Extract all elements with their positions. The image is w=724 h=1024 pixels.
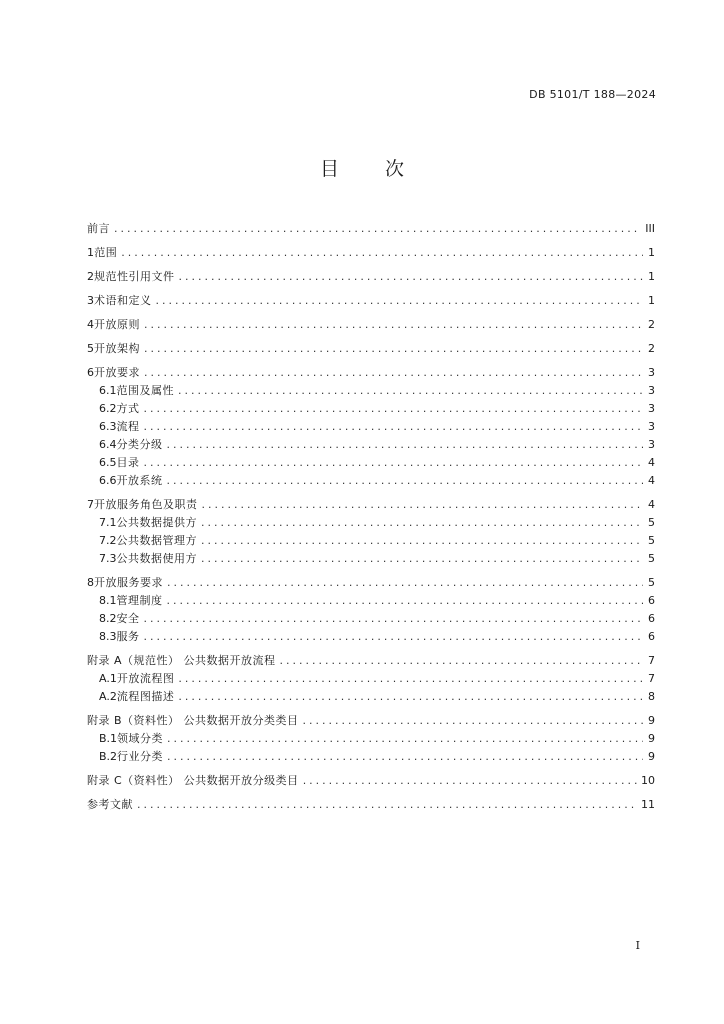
toc-entry-number: 8.1 [99, 594, 117, 607]
toc-entry-number: 8 [87, 576, 94, 589]
toc-entry-label: 附录 B（资料性） 公共数据开放分类类目 [87, 714, 299, 727]
dot-leader [303, 772, 637, 790]
dot-leader [137, 796, 637, 814]
toc-entry-number: 6.6 [99, 474, 117, 487]
toc-entry-page: 11 [641, 798, 655, 811]
toc-entry-page: 3 [648, 402, 655, 415]
toc-entry-label: 前言 [87, 222, 110, 235]
toc-entry-page: 5 [648, 552, 655, 565]
dot-leader [144, 610, 644, 628]
toc-entry[interactable] [87, 532, 655, 550]
dot-leader [121, 244, 643, 262]
dot-leader [178, 382, 643, 400]
toc-entry-page: III [645, 222, 655, 235]
dot-leader [167, 592, 644, 610]
toc-entry[interactable] [87, 688, 655, 706]
dot-leader [179, 268, 644, 286]
toc-entry-label: 管理制度 [116, 594, 163, 607]
toc-entry[interactable] [87, 592, 655, 610]
toc-entry-label: 开放架构 [94, 342, 140, 355]
toc-entry-number: 6.1 [99, 384, 117, 397]
toc-entry-number: 8.3 [99, 630, 117, 643]
dot-leader [178, 688, 643, 706]
toc-entry[interactable] [87, 772, 655, 790]
toc-entry[interactable] [87, 316, 655, 334]
toc-entry-label: 开放要求 [94, 366, 140, 379]
toc-entry-page: 3 [648, 384, 655, 397]
dot-leader [303, 712, 643, 730]
dot-leader [202, 496, 644, 514]
toc-entry[interactable] [87, 220, 655, 238]
toc-entry-number: 4 [87, 318, 94, 331]
page-title: 目 次 [319, 158, 425, 180]
toc-entry[interactable] [87, 340, 655, 358]
toc-entry-number: 6.3 [99, 420, 117, 433]
toc-entry-label: 开放原则 [94, 318, 140, 331]
toc-entry-label: 公共数据管理方 [116, 534, 197, 547]
toc-entry-number: 7 [87, 498, 94, 511]
toc-entry-label: 公共数据使用方 [116, 552, 197, 565]
toc-entry[interactable] [87, 472, 655, 490]
toc-entry-page: 3 [648, 438, 655, 451]
dot-leader [167, 730, 643, 748]
toc-entry-page: 1 [648, 270, 655, 283]
toc-entry[interactable] [87, 628, 655, 646]
toc-entry-label: 方式 [116, 402, 140, 415]
toc-entry-page: 7 [648, 672, 655, 685]
toc-entry-label: 术语和定义 [94, 294, 152, 307]
dot-leader [167, 574, 643, 592]
dot-leader [201, 550, 643, 568]
dot-leader [144, 418, 644, 436]
toc-entry[interactable] [87, 514, 655, 532]
toc-entry[interactable] [87, 496, 655, 514]
toc-entry-page: 6 [648, 594, 655, 607]
toc-entry-label: 分类分级 [116, 438, 163, 451]
dot-leader [178, 670, 643, 688]
toc-entry-label: 附录 C（资料性） 公共数据开放分级类目 [87, 774, 299, 787]
toc-entry-number: 1 [87, 246, 94, 259]
toc-entry[interactable] [87, 268, 655, 286]
toc-entry-page: 2 [648, 342, 655, 355]
toc-entry-label: 服务 [116, 630, 140, 643]
toc-entry-page: 6 [648, 612, 655, 625]
toc-entry-number: 6.5 [99, 456, 117, 469]
dot-leader [167, 472, 644, 490]
toc-entry-page: 2 [648, 318, 655, 331]
toc-entry[interactable] [87, 610, 655, 628]
toc-entry-page: 9 [648, 750, 655, 763]
toc-entry[interactable] [87, 712, 655, 730]
dot-leader [280, 652, 643, 670]
toc-entry-label: 附录 A（规范性） 公共数据开放流程 [87, 654, 276, 667]
toc-entry-number: A.2 [99, 690, 117, 703]
toc-entry-label: 领域分类 [117, 732, 164, 745]
dot-leader [144, 400, 644, 418]
toc-entry-page: 1 [648, 246, 655, 259]
dot-leader [114, 220, 641, 238]
toc-entry-number: 6 [87, 366, 94, 379]
dot-leader [167, 748, 643, 766]
toc-entry[interactable] [87, 292, 655, 310]
toc-entry[interactable] [87, 748, 655, 766]
toc-entry[interactable] [87, 550, 655, 568]
toc-entry-label: 开放服务要求 [94, 576, 163, 589]
toc-entry-page: 4 [648, 456, 655, 469]
toc-entry-label: 安全 [116, 612, 140, 625]
toc-entry-label: 公共数据提供方 [116, 516, 197, 529]
toc-entry[interactable] [87, 436, 655, 454]
toc-entry-page: 4 [648, 474, 655, 487]
toc-entry[interactable] [87, 244, 655, 262]
toc-entry[interactable] [87, 730, 655, 748]
dot-leader [201, 532, 643, 550]
page-number: I [635, 939, 640, 952]
toc-entry[interactable] [87, 454, 655, 472]
toc-entry-page: 9 [648, 714, 655, 727]
toc-entry-label: 开放系统 [116, 474, 163, 487]
toc-entry-label: 流程 [116, 420, 140, 433]
toc-entry-page: 3 [648, 366, 655, 379]
toc-entry-number: 6.2 [99, 402, 117, 415]
toc-entry-page: 5 [648, 516, 655, 529]
toc-entry-number: 7.2 [99, 534, 117, 547]
dot-leader [144, 628, 644, 646]
toc-entry[interactable] [87, 652, 655, 670]
toc-entry-number: B.2 [99, 750, 118, 763]
dot-leader [144, 340, 643, 358]
toc-entry-page: 7 [648, 654, 655, 667]
dot-leader [167, 436, 644, 454]
toc-entry[interactable] [87, 670, 655, 688]
toc-entry-label: 目录 [116, 456, 140, 469]
toc-entry-label: 范围及属性 [116, 384, 174, 397]
toc-entry[interactable] [87, 574, 655, 592]
toc-entry[interactable] [87, 418, 655, 436]
toc-entry-page: 5 [648, 534, 655, 547]
document-code: DB 5101/T 188—2024 [529, 88, 656, 101]
toc-entry-number: A.1 [99, 672, 117, 685]
toc-entry-page: 6 [648, 630, 655, 643]
toc-entry-number: 5 [87, 342, 94, 355]
toc-entry-number: 3 [87, 294, 94, 307]
toc-entry-page: 3 [648, 420, 655, 433]
dot-leader [156, 292, 644, 310]
toc-entry-number: 8.2 [99, 612, 117, 625]
toc-entry-page: 4 [648, 498, 655, 511]
toc-entry[interactable] [87, 400, 655, 418]
toc-entry-number: 7.1 [99, 516, 117, 529]
toc-entry-number: 2 [87, 270, 94, 283]
toc-entry-page: 8 [648, 690, 655, 703]
toc-entry[interactable] [87, 364, 655, 382]
toc-entry-page: 5 [648, 576, 655, 589]
toc-entry-label: 参考文献 [87, 798, 133, 811]
toc-entry-number: 7.3 [99, 552, 117, 565]
toc-entry-label: 流程图描述 [116, 690, 175, 703]
toc-entry-number: 6.4 [99, 438, 117, 451]
toc-entry-label: 行业分类 [117, 750, 164, 763]
toc-entry-page: 1 [648, 294, 655, 307]
dot-leader [144, 454, 644, 472]
dot-leader [201, 514, 643, 532]
toc-entry-page: 10 [641, 774, 655, 787]
toc-entry-label: 规范性引用文件 [94, 270, 175, 283]
dot-leader [144, 364, 643, 382]
toc-entry-page: 9 [648, 732, 655, 745]
toc-entry-number: B.1 [99, 732, 118, 745]
table-of-contents [87, 220, 655, 814]
dot-leader [144, 316, 643, 334]
toc-entry-label: 开放流程图 [116, 672, 175, 685]
toc-entry-label: 范围 [94, 246, 118, 259]
toc-entry[interactable] [87, 796, 655, 814]
toc-entry[interactable] [87, 382, 655, 400]
toc-entry-label: 开放服务角色及职责 [94, 498, 198, 511]
